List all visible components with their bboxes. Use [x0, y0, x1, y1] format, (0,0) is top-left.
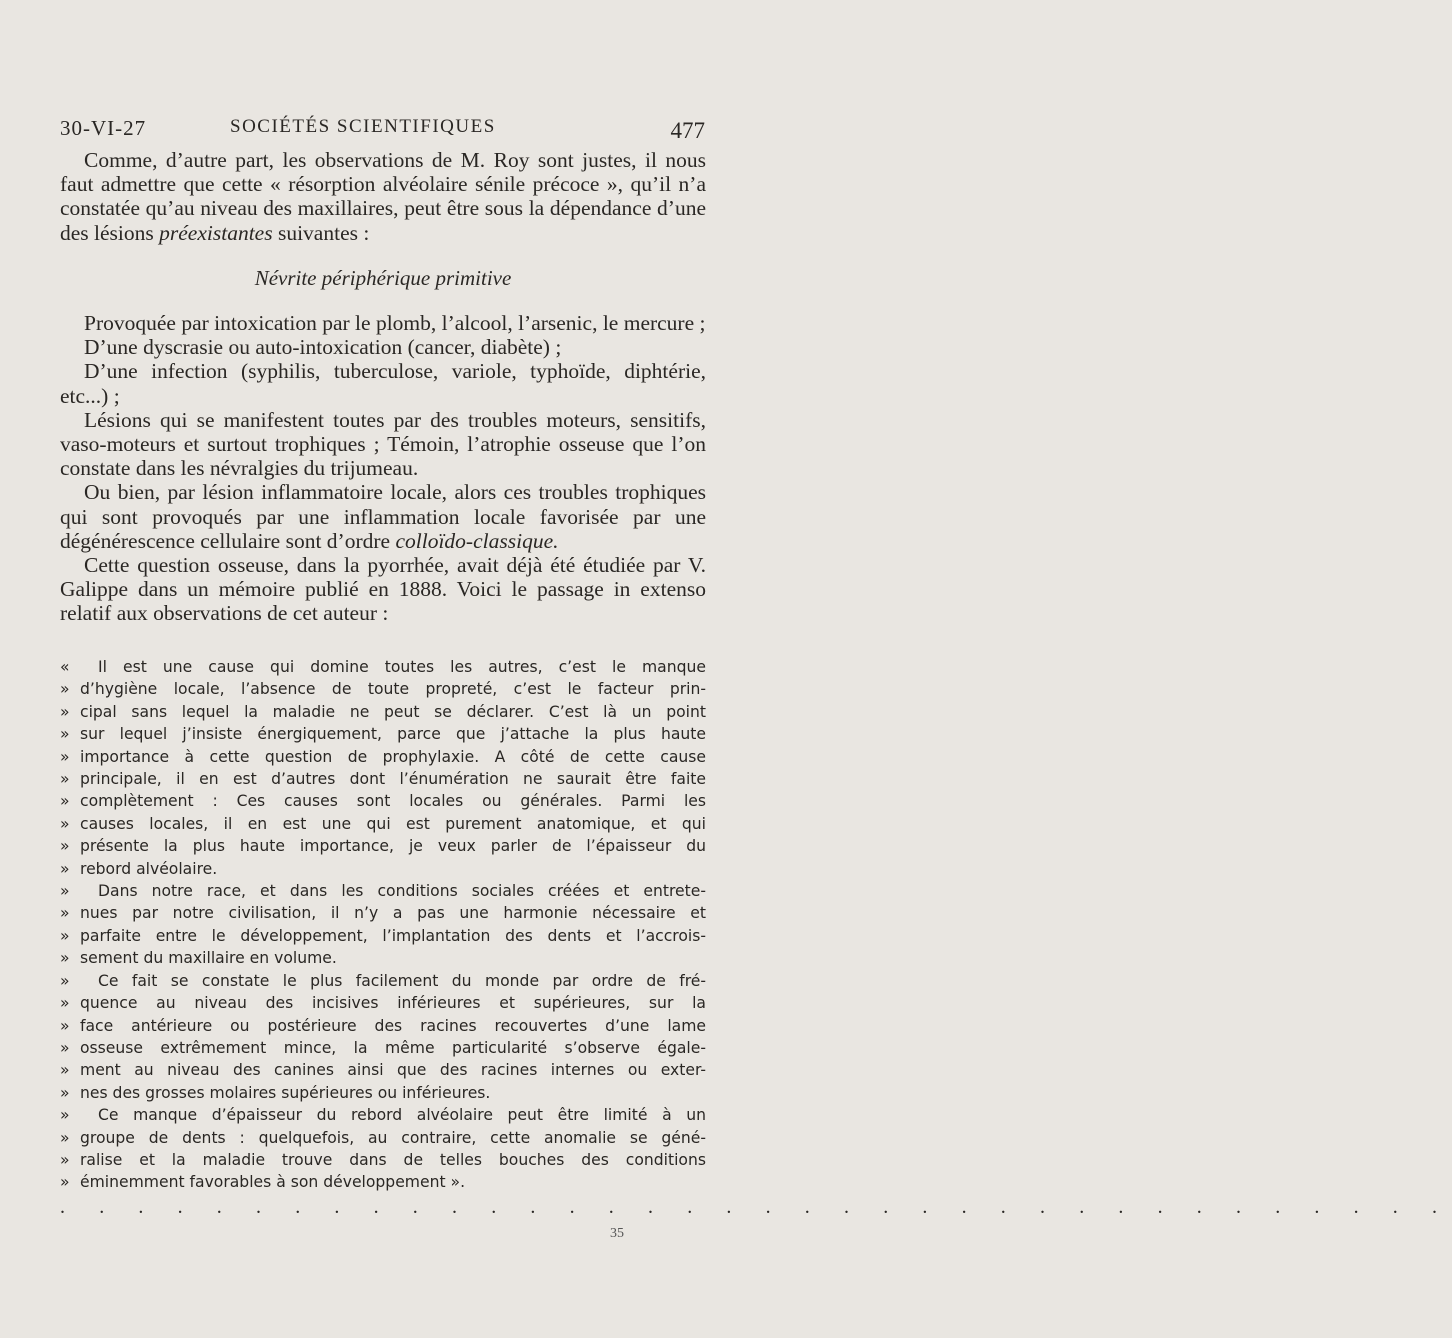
quote-mark: »	[60, 1106, 70, 1125]
quote-mark: »	[60, 926, 70, 945]
quote-line-text: face antérieure ou postérieure des racines recouvertes d’une lame	[80, 1016, 706, 1035]
quote-mark: »	[60, 1150, 70, 1169]
quote-line	[60, 813, 706, 835]
quote-line	[60, 1082, 706, 1104]
quote-mark: »	[60, 971, 70, 990]
quote-line-text: causes locales, il en est une qui est purement anatomique, et qui	[80, 814, 706, 833]
ellipsis-row: . . . . . . . . . . . . . . . . . . . . . . . . . . . . . . . . . . . .	[60, 1196, 1452, 1218]
quote-line	[60, 1127, 706, 1149]
quote-mark: «	[60, 658, 70, 676]
signature-folio: 35	[610, 1226, 624, 1241]
quote-mark: »	[60, 949, 70, 968]
body-text	[60, 148, 706, 626]
paragraph-1	[60, 148, 706, 245]
quote-mark: »	[60, 882, 70, 901]
quote-mark: »	[60, 1061, 70, 1080]
quote-line	[60, 723, 706, 745]
quote-line	[60, 1037, 706, 1059]
quote-line	[60, 835, 706, 857]
page-number: 477	[670, 118, 705, 143]
quote-mark: »	[60, 904, 70, 923]
quote-line-text: ralise et la maladie trouve dans de telles bouches des conditions	[80, 1150, 706, 1169]
quote-line-text: nes des grosses molaires supérieures ou inférieures.	[80, 1083, 491, 1102]
quote-mark: »	[60, 1083, 70, 1102]
quote-line-text: Il est une cause qui domine toutes les autres, c’est le manque	[98, 658, 706, 676]
quote-mark: »	[60, 1038, 70, 1057]
quote-line	[60, 1059, 706, 1081]
quote-line-text: ment au niveau des canines ainsi que des racines internes ou exter-	[80, 1061, 706, 1080]
quote-mark: »	[60, 1173, 70, 1192]
quote-mark: »	[60, 747, 70, 766]
quote-line-text: osseuse extrêmement mince, la même particularité s’observe égale-	[80, 1038, 706, 1057]
section-heading: Névrite périphérique primitive	[254, 265, 512, 290]
quote-line-text: complètement : Ces causes sont locales ou générales. Parmi les	[80, 792, 706, 811]
quote-line	[60, 746, 706, 768]
quote-line-text: d’hygiène locale, l’absence de toute propreté, c’est le facteur prin-	[80, 680, 706, 699]
quote-line-text: groupe de dents : quelquefois, au contraire, cette anomalie se géné-	[80, 1128, 706, 1147]
quote-line	[60, 947, 706, 969]
quote-line-text: importance à cette question de prophylaxie. A côté de cette cause	[80, 747, 706, 766]
quote-line	[60, 1104, 706, 1126]
quote-line	[60, 768, 706, 790]
paragraph-6-text: Ou bien, par lésion inflammatoire locale, alors ces troubles trophiques qui sont provoqués par une inflammation locale favorisée par une dégénérescence cellulaire sont d’ordre	[60, 480, 706, 553]
quote-line	[60, 1015, 706, 1037]
emphasis-preexistantes: préexistantes	[159, 220, 273, 245]
quote-line	[60, 970, 706, 992]
quote-line-text: rebord alvéolaire.	[80, 859, 218, 878]
quote-line	[60, 790, 706, 812]
quote-line	[60, 701, 706, 723]
paragraph-5: Lésions qui se manifestent toutes par des troubles moteurs, sensitifs, vaso-moteurs et surtout trophiques ; Témoin, l’atrophie osseuse que l’on constate dans les névralgies du trijumeau.	[60, 407, 706, 481]
paragraph-4: D’une infection (syphilis, tuberculose, variole, typhoïde, diphtérie, etc...) ;	[60, 359, 706, 408]
quote-mark: »	[60, 680, 70, 699]
quote-line	[60, 902, 706, 924]
paragraph-1-end: suivantes :	[272, 220, 370, 245]
quote-mark: »	[60, 814, 70, 833]
quote-line-text: sur lequel j’insiste énergiquement, parce que j’attache la plus haute	[80, 725, 706, 744]
quote-line	[60, 880, 706, 902]
quote-line-text: quence au niveau des incisives inférieures et supérieures, sur la	[80, 994, 706, 1013]
quote-mark: »	[60, 994, 70, 1013]
quote-mark: »	[60, 702, 70, 721]
emphasis-colloido-classique: colloïdo-classique.	[395, 528, 559, 553]
quote-line	[60, 1149, 706, 1171]
paragraph-6	[60, 480, 706, 553]
header-date: 30-VI-27	[60, 116, 147, 140]
paragraph-7: Cette question osseuse, dans la pyorrhée, avait déjà été étudiée par V. Galippe dans un mémoire publié en 1888. Voici le passage in extenso relatif aux observations de cet auteur :	[60, 553, 706, 626]
quotation-block	[60, 656, 706, 1194]
quote-line-text: principale, il en est d’autres dont l’énumération ne saurait être faite	[80, 770, 706, 789]
quote-mark: »	[60, 859, 70, 878]
quote-mark: »	[60, 792, 70, 811]
quote-line	[60, 678, 706, 700]
quote-line-text: Ce fait se constate le plus facilement du monde par ordre de fré-	[98, 971, 706, 990]
running-header	[60, 116, 705, 146]
quote-line-text: présente la plus haute importance, je veux parler de l’épaisseur du	[80, 837, 706, 856]
quote-mark: »	[60, 1016, 70, 1035]
quote-line	[60, 925, 706, 947]
paragraph-2: Provoquée par intoxication par le plomb, l’alcool, l’arsenic, le mercure ;	[84, 311, 706, 336]
quote-line-text: parfaite entre le développement, l’implantation des dents et l’accrois-	[80, 926, 706, 945]
quote-line-text: nues par notre civilisation, il n’y a pas une harmonie nécessaire et	[80, 904, 706, 923]
running-title: SOCIÉTÉS SCIENTIFIQUES	[230, 116, 496, 137]
quote-mark: »	[60, 837, 70, 856]
paragraph-1-text: Comme, d’autre part, les observations de M. Roy sont justes, il nous faut admettre que cette « résorption alvéolaire sénile précoce », qu’il n’a constatée qu’au niveau des maxillaires, peut être sous la dépendance d’une des lésions	[60, 148, 706, 245]
quote-line-text: éminemment favorables à son développement ».	[80, 1173, 466, 1192]
quote-line-text: sement du maxillaire en volume.	[80, 949, 337, 968]
quote-line	[60, 1171, 706, 1193]
quote-line-text: Ce manque d’épaisseur du rebord alvéolaire peut être limité à un	[98, 1106, 706, 1125]
quote-mark: »	[60, 770, 70, 789]
quote-line	[60, 656, 706, 678]
quote-line	[60, 992, 706, 1014]
quote-mark: »	[60, 1128, 70, 1147]
paragraph-3: D’une dyscrasie ou auto-intoxication (cancer, diabète) ;	[84, 335, 562, 360]
quote-line-text: Dans notre race, et dans les conditions sociales créées et entrete-	[98, 882, 706, 901]
quote-line	[60, 858, 706, 880]
quote-mark: »	[60, 725, 70, 744]
quote-line-text: cipal sans lequel la maladie ne peut se déclarer. C’est là un point	[80, 702, 706, 721]
